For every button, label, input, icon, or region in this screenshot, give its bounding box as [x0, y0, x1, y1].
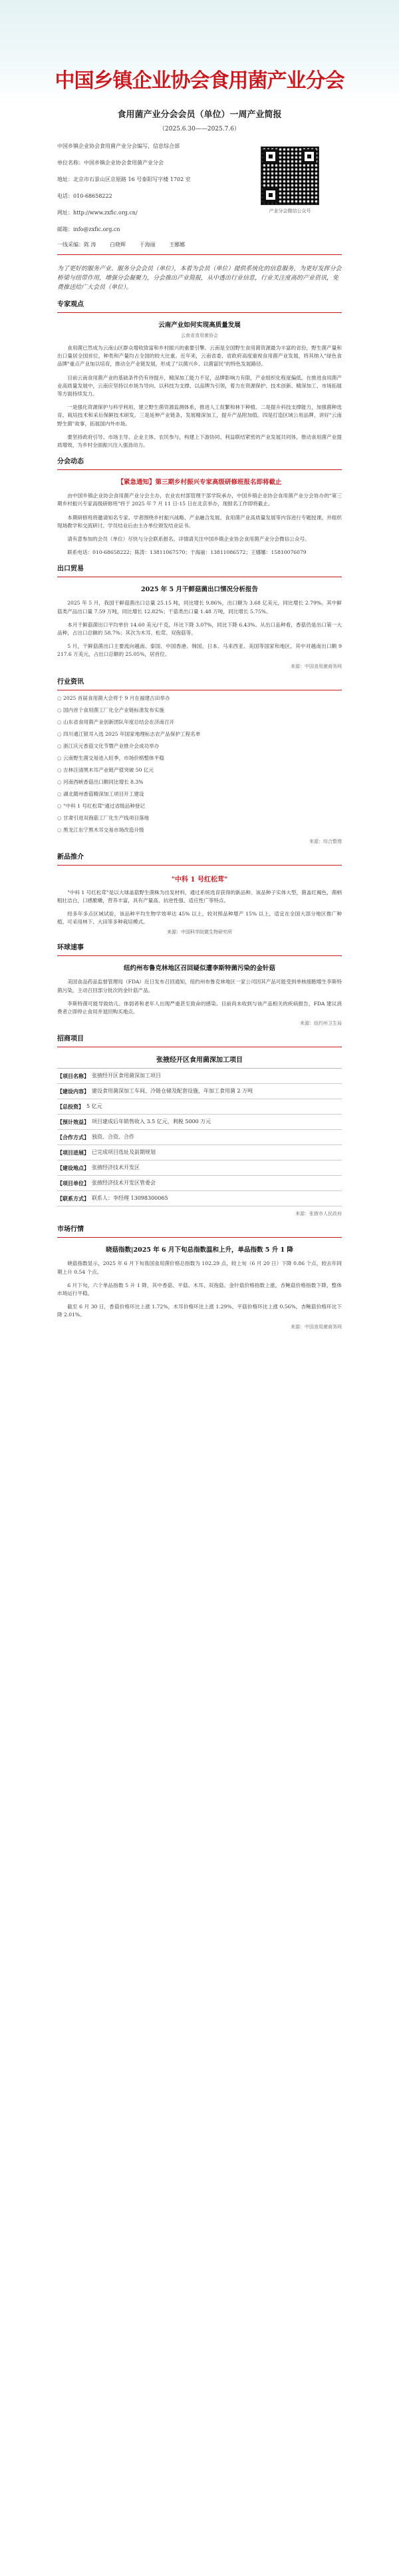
- section-notice: [57, 457, 342, 557]
- article-paragraph: 6 月下旬，六个单品指数 5 升 1 降，其中香菇、平菇、木耳、双孢菇、金针菇价格指数上涨，杏鲍菇价格指数下降，整体市场运行平稳。: [57, 1282, 342, 1296]
- article-paragraph: 本月干鲜菇菌出口平均单价 14.60 美元/千克，环比下降 3.07%，同比下降 6.43%。从出口品种看，香菇仍是出口第一大品种，占出口总额的 58.7%；其次为木耳、松茸、双孢菇等。: [57, 621, 342, 637]
- section-heading: 环球速事: [57, 944, 84, 952]
- row-value: 张掖经济技术开发区管委会: [92, 1180, 156, 1186]
- project-row: [57, 1084, 342, 1099]
- divider: [57, 312, 342, 313]
- section-expert: [57, 300, 342, 449]
- article-paragraph: 本期研修班将邀请知名专家、学者围绕乡村振兴战略、产业融合发展、食用菌产业高质量发展等内容进行专题授课，并组织现场教学和交流研讨。学员结业后由主办单位颁发结业证书。: [57, 514, 342, 529]
- address-line: 地址：北京市石景山区京原路 16 号泰阳写字楼 1702 室: [57, 176, 191, 182]
- project-row: [57, 1069, 342, 1084]
- row-value: 项目建成后年销售收入 3.5 亿元，利税 5000 万元: [92, 1119, 211, 1125]
- project-row: [57, 1176, 342, 1191]
- article-title: 【紧急通知】第三期乡村振兴专家高级研修班报名即将截止: [117, 479, 282, 487]
- row-value: 建设食用菌深加工车间、冷链仓储及配套设施，年加工食用菌 2 万吨: [92, 1088, 253, 1095]
- article-paragraph: 经多年多点区域试验，该品种平均生物学效率达 45% 以上，较对照品种增产 15% 以上，适宜在全国大部分地区推广种植，可采用林下、大田等多种栽培模式。: [57, 911, 342, 925]
- article-title: 云南产业如何实现高质量发展: [158, 322, 241, 329]
- row-key: 【项目名称】: [57, 1073, 89, 1080]
- project-row: [57, 1191, 342, 1206]
- section-heading: 出口贸易: [57, 565, 84, 573]
- article-paragraph: 目前云南食用菌产业的基础条件仍有待提升，精深加工能力不足，品牌影响力有限，产业组织化程度偏低。在推进食用菌产业高质量发展中，云南应坚持以市场为导向、以科技为支撑、以品牌为引领，着力在资源保护、技术创新、精深加工、市场拓展等方面持续发力。: [57, 374, 342, 397]
- news-item[interactable]: ○ 云南野生菌交易进入旺季，市场价格整体平稳: [57, 754, 342, 762]
- project-row: [57, 1130, 342, 1145]
- qr-caption: 产业分会微信公众号: [269, 208, 311, 214]
- article-title: 纽约州布鲁克林地区召回疑似遭李斯特菌污染的金针菇: [123, 965, 275, 973]
- section-recruit: [57, 1035, 342, 1217]
- article-paragraph: 要坚持政府引导、市场主导、企业主体、农民参与，构建上下游协同、利益联结紧密的产业发展共同体，推动食用菌产业提质增效，为乡村全面振兴注入强劲动力。: [57, 433, 342, 449]
- email-link[interactable]: 邮箱：info@zxfic.org.cn: [57, 226, 120, 232]
- article-title: 晓菇指数|2025 年 6 月下旬总指数温和上升，单品指数 5 升 1 降: [106, 1246, 293, 1254]
- news-item[interactable]: ○ 2025 首届食用菌大会将于 9 月在福建古田举办: [57, 694, 342, 702]
- project-table: [57, 1068, 342, 1206]
- news-item[interactable]: ○ 吉林汪清黑木耳产业链产值突破 50 亿元: [57, 766, 342, 774]
- section-heading: 分会动态: [57, 458, 84, 466]
- section-industry: [57, 678, 342, 845]
- section-heading: 招商项目: [57, 1035, 84, 1043]
- editor-name: 一线采编：陈 涛: [57, 242, 96, 248]
- editor-name: 王娜娜: [169, 242, 186, 248]
- divider: [57, 254, 342, 255]
- row-value: 联系人：李经理 13098300065: [92, 1195, 168, 1202]
- news-item[interactable]: ○ 浙江庆元香菇文化节暨产业推介会成功举办: [57, 742, 342, 750]
- wechat-qr-code: [261, 146, 319, 205]
- news-item[interactable]: ○ "中科 1 号红松茸"通过省级品种登记: [57, 802, 342, 810]
- article-source: 来源：综合整理: [309, 838, 342, 844]
- news-item[interactable]: ○ 山东省食用菌产业创新团队年度总结会在济南召开: [57, 718, 342, 726]
- section-heading: 行业资讯: [57, 678, 84, 686]
- section-heading: 专家观点: [57, 301, 84, 308]
- divider: [57, 955, 342, 956]
- article-source: 来源：中国科学院微生物研究所: [167, 929, 232, 935]
- contact-info: 联系电话：010-68658222；陈涛：13811067570；于海丽：13811086572；王娜娜：15810076079: [67, 549, 307, 556]
- section-heading: 市场行情: [57, 1226, 84, 1234]
- news-item[interactable]: ○ 黑龙江东宁黑木耳交易市场改造升级: [57, 826, 342, 834]
- article-paragraph: 5 月，干鲜菇菌出口主要流向越南、泰国、中国香港、韩国、日本、马来西亚、美国等国家和地区，其中对越南出口额 9 217.6 万美元，占出口总额的 25.05%，居首位。: [57, 643, 342, 658]
- article-source: 来源：中国食用菌商务网: [291, 663, 342, 669]
- article-source: 来源：张掖市人民政府: [295, 1211, 342, 1217]
- project-row: [57, 1115, 342, 1130]
- news-item[interactable]: ○ 河南西峡香菇出口额同比增长 8.3%: [57, 778, 342, 786]
- publisher-line: 中国乡镇企业协会食用菌产业分会编写，信息综合部: [57, 143, 180, 149]
- association-title: 中国乡镇企业协会食用菌产业分会: [55, 69, 344, 93]
- article-paragraph: 截至 6 月 30 日，香菇价格环比上涨 1.72%，木耳价格环比上涨 1.29%，平菇价格环比上涨 0.56%，杏鲍菇价格环比下降 2.01%。: [57, 1304, 342, 1318]
- project-row: [57, 1160, 342, 1176]
- row-key: 【建设地点】: [57, 1164, 89, 1172]
- article-paragraph: 由中国乡镇企业协会食用菌产业分会主办，农业农村部管理干部学院承办，中国乡镇企业协会食用菌产业分会协办的"第三期乡村振兴专家高级研修班"将于 2025 年 7 月 11 日-15 日在北京举办，现报名工作即将截止。: [57, 493, 342, 507]
- editors-row: [57, 241, 336, 248]
- row-value: 独资、合资、合作: [92, 1134, 134, 1141]
- intro-text: 为了更好的服务产业、服务分会会员（单位），本着为会员（单位）提供系统化的信息服务，为更好发挥分会桥梁与纽带作用，增强分会凝聚力，分会推出产业简报，从中透出行业信息，行业关注度高的产业资讯，免费推送给广大会员（单位）。: [57, 266, 342, 291]
- article-paragraph: "中科 1 号红松茸"是以大球盖菇野生菌株为出发材料，通过系统选育获得的新品种。该品种子实体大型，菌盖红褐色，菌柄粗壮洁白，口感脆嫩，营养丰富，具有产量高、抗逆性强、适应性广等特点。: [57, 889, 342, 903]
- article-paragraph: 2025 年 5 月，我国干鲜菇菌出口总量 25.15 吨，同比增长 9.86%，出口额为 3.68 亿美元，同比增长 2.79%。其中鲜菇类产品出口量 7.59 万吨，同比增长 12.82%；干菇类出口量 1.48 万吨，同比增长 5.75%。: [57, 600, 342, 615]
- phone-line: 电话：010-68658222: [57, 193, 112, 199]
- article-byline: 云南省食用菌协会: [181, 333, 218, 338]
- article-paragraph: 晓菇指数显示，2025 年 6 月下旬我国食用菌价格总指数为 102.29 点，较上旬（6 月 20 日）下降 0.86 个点，较去年同期上升 0.54 个点。: [57, 1260, 342, 1275]
- info-block: [0, 142, 399, 254]
- website-link[interactable]: 网址：http://www.zxfic.org.cn/: [57, 210, 138, 216]
- header-banner: [0, 0, 399, 107]
- section-new-variety: [57, 853, 342, 936]
- row-value: 已完成项目选址及前期规划: [92, 1149, 156, 1156]
- row-key: 【项目进展】: [57, 1149, 89, 1157]
- article-paragraph: 请有意参加的会员（单位）尽快与分会联系报名。详情请关注中国乡镇企业协会食用菌产业分会微信公众号。: [67, 536, 310, 543]
- section-market: [57, 1225, 342, 1330]
- row-key: 【预计效益】: [57, 1119, 89, 1126]
- news-item[interactable]: ○ 四川通江银耳入选 2025 年国家地理标志农产品保护工程名单: [57, 730, 342, 738]
- unit-line: 单位名称：中国乡镇企业协会食用菌产业分会: [57, 160, 164, 166]
- row-key: 【总投资】: [57, 1103, 84, 1111]
- editor-name: 于海丽: [139, 242, 156, 248]
- article-paragraph: 美国食品药品监督管理局（FDA）近日发布召回通知，纽约州布鲁克林地区一家公司因其产品可能受到单核细胞增生李斯特菌污染，主动召回部分批次的金针菇产品。: [57, 979, 342, 993]
- article-paragraph: 食用菌已然成为云南山区群众增收致富和乡村振兴的重要引擎。云南是全国野生食用菌资源最为丰富的省份，野生菌产量和出口量居全国首位，种类和产量均占全国的较大比重。近年来，云南省委、省政府高度重视食用菌产业发展，将其纳入"绿色食品牌"重点产业加以培育，推动全产业链发展，形成了"以菌兴乡、以菌富民"的特色发展路径。: [57, 345, 342, 368]
- divider: [57, 865, 342, 866]
- news-item[interactable]: ○ 国内首个食用菌工厂化全产业链标准发布实施: [57, 706, 342, 714]
- article-source: 来源：中国食用菌商务网: [291, 1324, 342, 1330]
- article-paragraph: 一是强化资源保护与科学利用，建立野生菌资源监测体系，推进人工促繁和林下种植。二是提升科技支撑能力，加强菌种选育、栽培技术和采后保鲜技术研发。三是延伸产业链条，发展精深加工，提升产品附加值。四是打造区域公用品牌，讲好"云南野生菌"故事，拓展国内外市场。: [57, 404, 342, 427]
- news-item[interactable]: ○ 甘肃引进双孢菇工厂化生产线项目落地: [57, 814, 342, 822]
- row-value: 5 亿元: [86, 1103, 102, 1110]
- article-title: "中科 1 号红松茸": [171, 876, 228, 884]
- row-key: 【联系方式】: [57, 1195, 89, 1202]
- news-item[interactable]: ○ 湖北随州香菇精深加工项目开工建设: [57, 790, 342, 798]
- row-value: 张掖经开区食用菌深加工项目: [92, 1073, 161, 1079]
- row-key: 【建设内容】: [57, 1088, 89, 1095]
- project-row: [57, 1099, 342, 1115]
- row-key: 【项目单位】: [57, 1180, 89, 1187]
- bulletin-subtitle: 食用菌产业分会会员（单位）一周产业简报: [117, 110, 282, 120]
- section-export: [57, 565, 342, 669]
- editor-name: 白晓辉: [110, 242, 126, 248]
- row-value: 张掖经济技术开发区: [92, 1164, 140, 1171]
- article-title: 2025 年 5 月干鲜菇菌出口情况分析报告: [141, 586, 258, 594]
- issue-period: （2025.6.30——2025.7.6）: [159, 126, 240, 132]
- article-source: 来源：纽约州卫生局: [300, 1021, 342, 1027]
- project-row: [57, 1145, 342, 1160]
- section-heading: 新品推介: [57, 853, 84, 861]
- divider: [57, 469, 342, 470]
- article-paragraph: 李斯特菌可能导致幼儿、体弱者和老年人出现严重甚至致命的感染。目前尚未收到与该产品相关的疾病报告，FDA 建议消费者立即停止食用并退回购买地点。: [57, 1000, 342, 1015]
- project-title: 张掖经开区食用菌深加工项目: [156, 1057, 243, 1065]
- section-world: [57, 943, 342, 1027]
- divider: [57, 1237, 342, 1238]
- row-key: 【合作方式】: [57, 1134, 89, 1141]
